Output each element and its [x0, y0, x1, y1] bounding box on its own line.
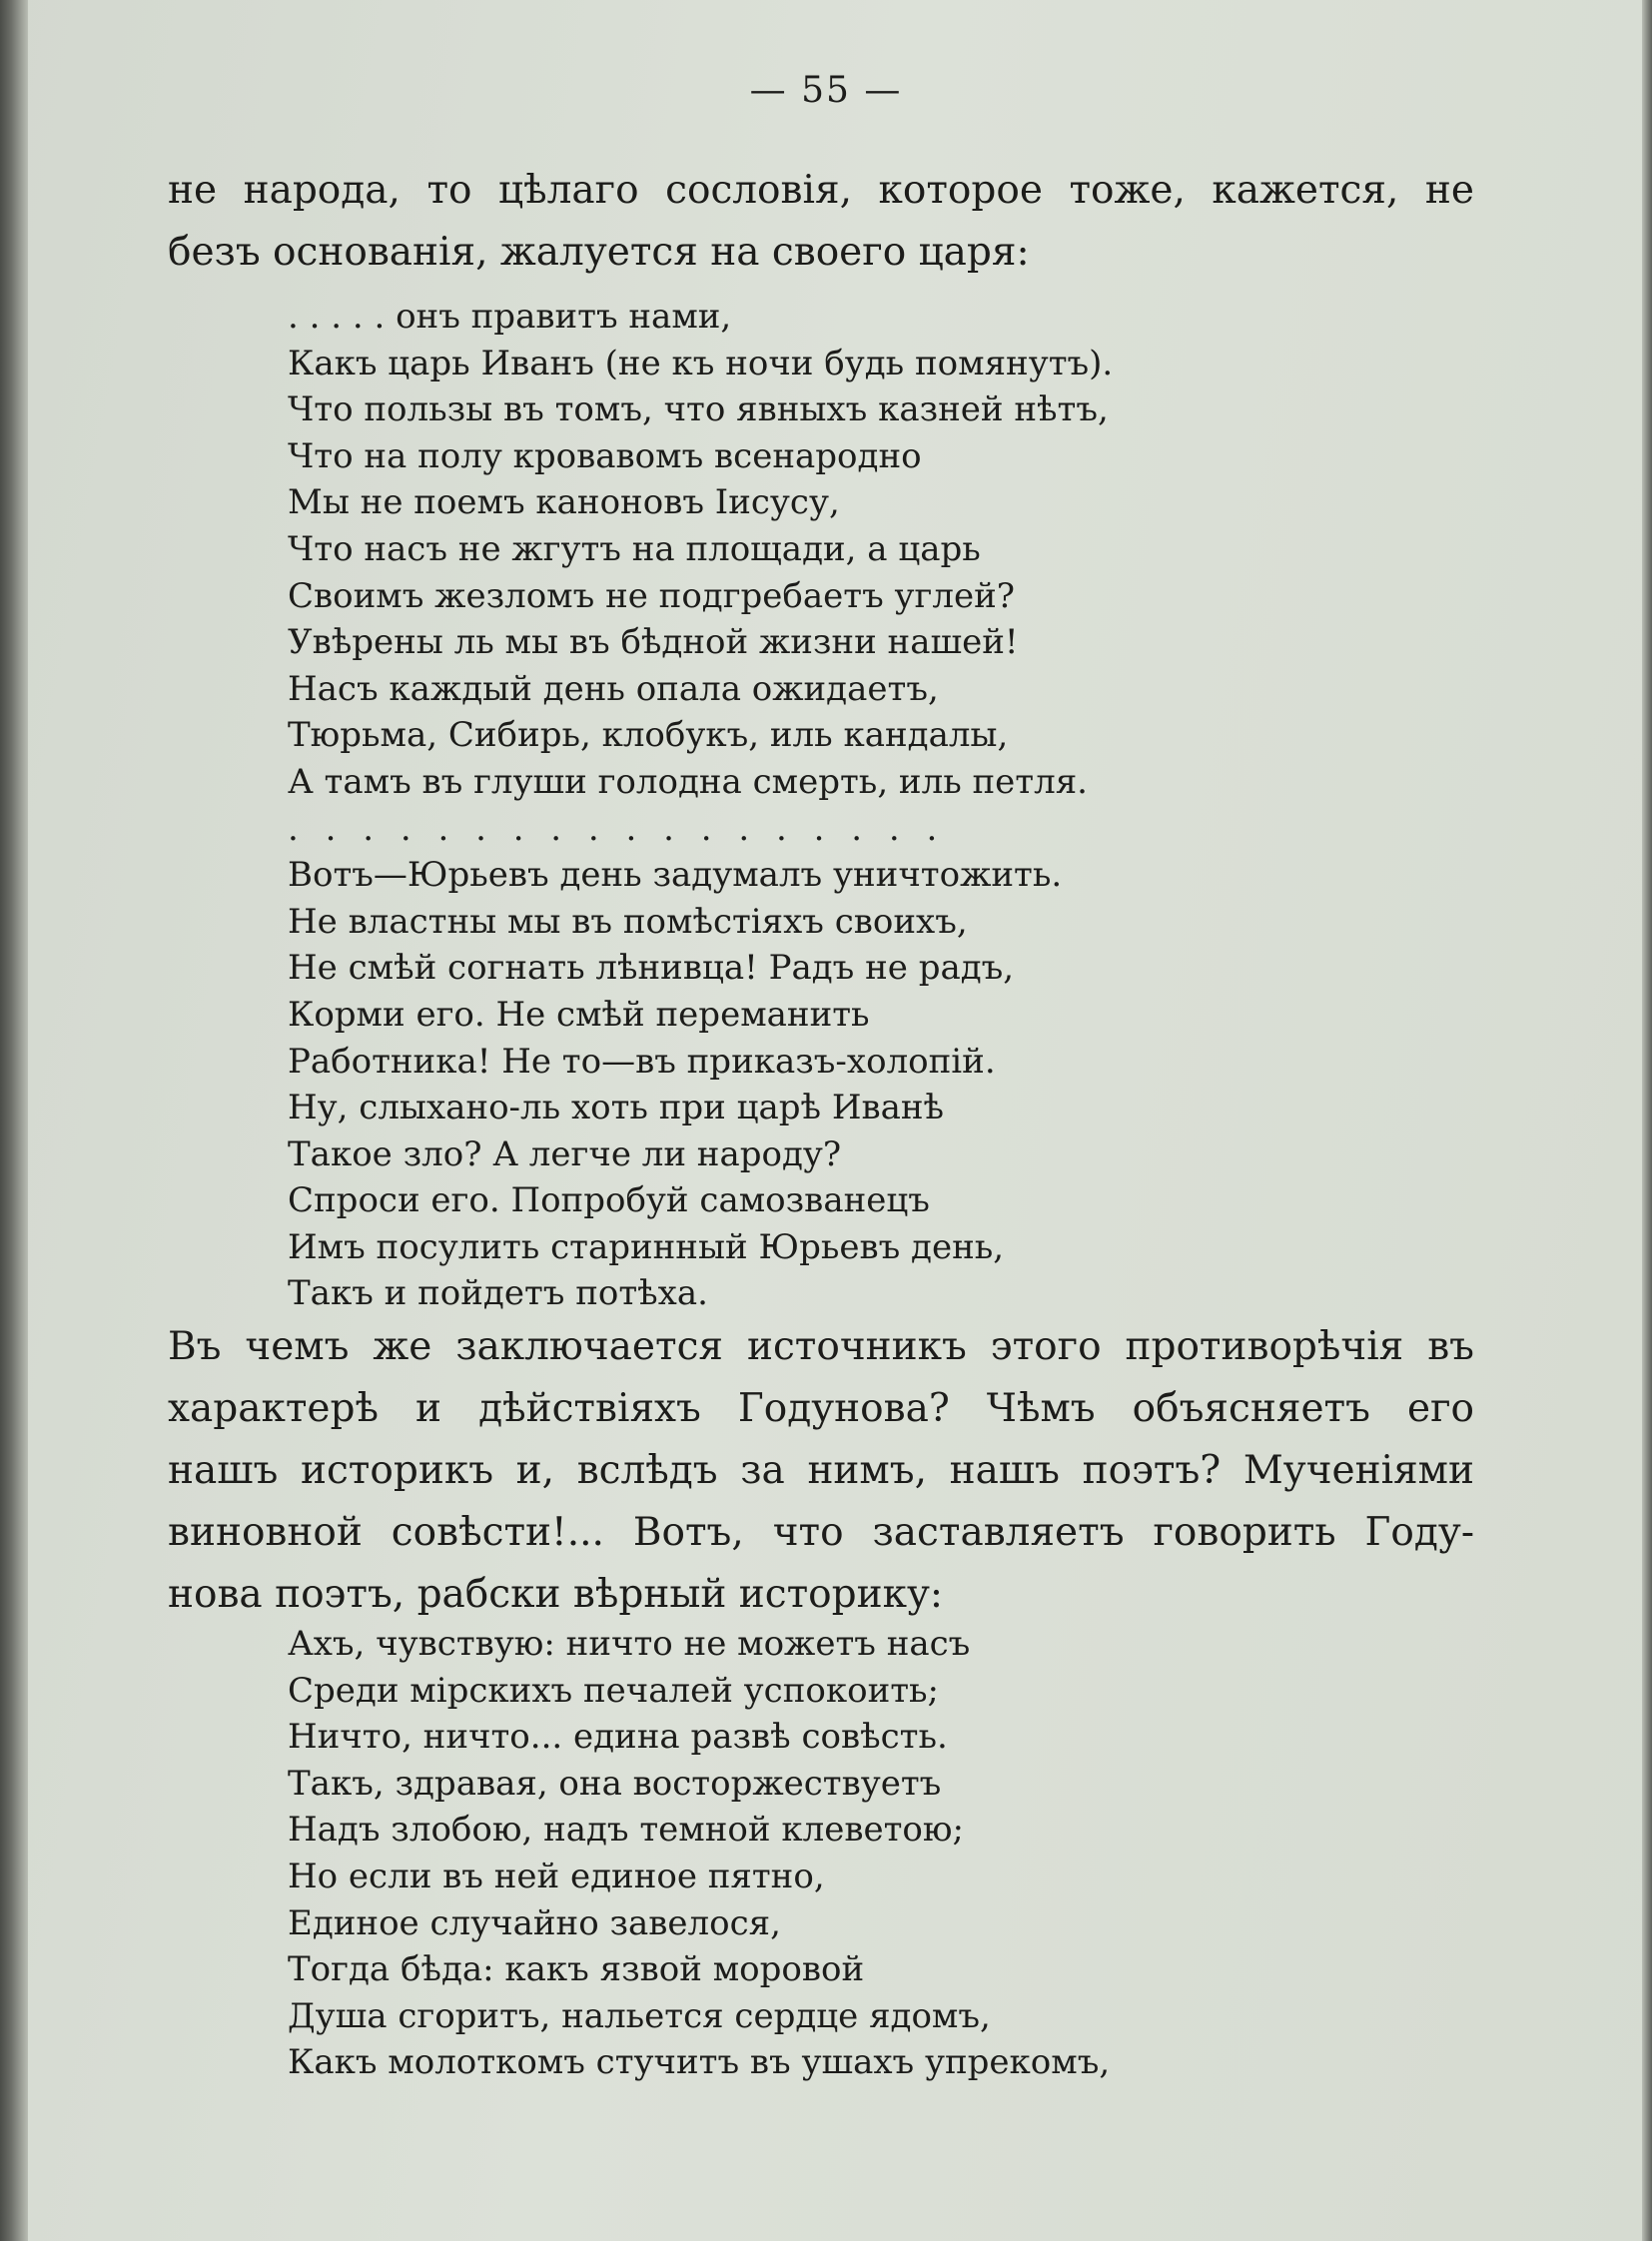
- paragraph-line: нашъ историкъ и, вслѣдъ за нимъ, нашъ поэтъ? Мученіями: [168, 1448, 1474, 1493]
- verse-line: Имъ посулить старинный Юрьевъ день,: [288, 1226, 1005, 1267]
- verse-line: Работника! Не то—въ приказъ-холопій.: [288, 1041, 996, 1082]
- verse-line: Ничто, ничто... едина развѣ совѣсть.: [288, 1717, 948, 1758]
- verse-line: Тюрьма, Сибирь, клобукъ, иль кандалы,: [288, 715, 1009, 756]
- verse-line: Спроси его. Попробуй самозванецъ: [288, 1180, 930, 1221]
- middle-paragraph: [168, 1316, 1474, 1626]
- verse-block-2: [288, 1621, 1286, 2086]
- page-edge-right: [1642, 0, 1652, 2241]
- verse-line: Насъ каждый день опала ожидаетъ,: [288, 668, 939, 709]
- verse-line: Вотъ—Юрьевъ день задумалъ уничтожить.: [288, 855, 1063, 896]
- verse-line: Такъ, здравая, она восторжествуетъ: [288, 1763, 942, 1804]
- verse-line: Но если въ ней единое пятно,: [288, 1856, 825, 1896]
- paragraph-line: безъ основанія, жалуется на своего царя:: [168, 230, 1030, 275]
- verse-line: Ну, слыхано-ль хоть при царѣ Иванѣ: [288, 1088, 945, 1128]
- verse-line: Тогда бѣда: какъ язвой моровой: [288, 1949, 865, 1990]
- verse-line: Такъ и пойдетъ потѣха.: [288, 1273, 708, 1314]
- page-edge-left: [0, 0, 28, 2241]
- verse-line: Какъ молоткомъ стучитъ въ ушахъ упрекомъ,: [288, 2042, 1111, 2083]
- verse-line: Что насъ не жгутъ на площади, а царь: [288, 528, 981, 569]
- paragraph-line: Въ чемъ же заключается источникъ этого противорѣчія въ: [168, 1324, 1474, 1369]
- page-number: — 55 —: [749, 70, 903, 111]
- ellipsis-line: . . . . . . . . . . . . . . . . . .: [288, 808, 946, 849]
- verse-block-1: [288, 294, 1286, 1317]
- verse-line: Своимъ жезломъ не подгребаетъ углей?: [288, 575, 1015, 616]
- paragraph-line: не народа, то цѣлаго сословія, которое тоже, кажется, не: [168, 168, 1474, 213]
- verse-line: Мы не поемъ канoновъ Іисусу,: [288, 482, 840, 523]
- verse-line: Увѣрены ль мы въ бѣдной жизни нашей!: [288, 622, 1019, 663]
- verse-line: Душа сгоритъ, нальется сердце ядомъ,: [288, 1995, 991, 2036]
- paragraph-line: виновной совѣсти!... Вотъ, что заставляетъ говорить Году-: [168, 1510, 1474, 1555]
- verse-line: Такое зло? А легче ли народу?: [288, 1133, 842, 1174]
- intro-paragraph: [168, 160, 1474, 284]
- paragraph-line: характерѣ и дѣйствіяхъ Годунова? Чѣмъ объясняетъ его: [168, 1386, 1474, 1431]
- paragraph-line: нова поэтъ, рабски вѣрный историку:: [168, 1572, 944, 1617]
- verse-line: Что пользы въ томъ, что явныхъ казней нѣтъ,: [288, 389, 1109, 430]
- verse-line: Ахъ, чувствую: ничто не можетъ насъ: [288, 1624, 971, 1664]
- verse-line: Какъ царь Иванъ (не къ ночи будь помянутъ).: [288, 343, 1114, 383]
- verse-line: Среди мірскихъ печалей успокоить;: [288, 1670, 940, 1711]
- verse-line: Что на полу кровавомъ всенародно: [288, 435, 922, 476]
- verse-line: . . . . . онъ правитъ нами,: [288, 297, 732, 337]
- verse-line: А тамъ въ глуши голодна смерть, иль петля.: [288, 761, 1088, 802]
- verse-line: Не смѣй согнать лѣнивца! Радъ не радъ,: [288, 948, 1015, 989]
- verse-line: Единое случайно завелося,: [288, 1902, 781, 1943]
- verse-line: Надъ злобою, надъ темной клеветою;: [288, 1810, 964, 1851]
- verse-line: Не властны мы въ помѣстіяхъ своихъ,: [288, 901, 968, 942]
- verse-line: Корми его. Не смѣй переманить: [288, 994, 870, 1035]
